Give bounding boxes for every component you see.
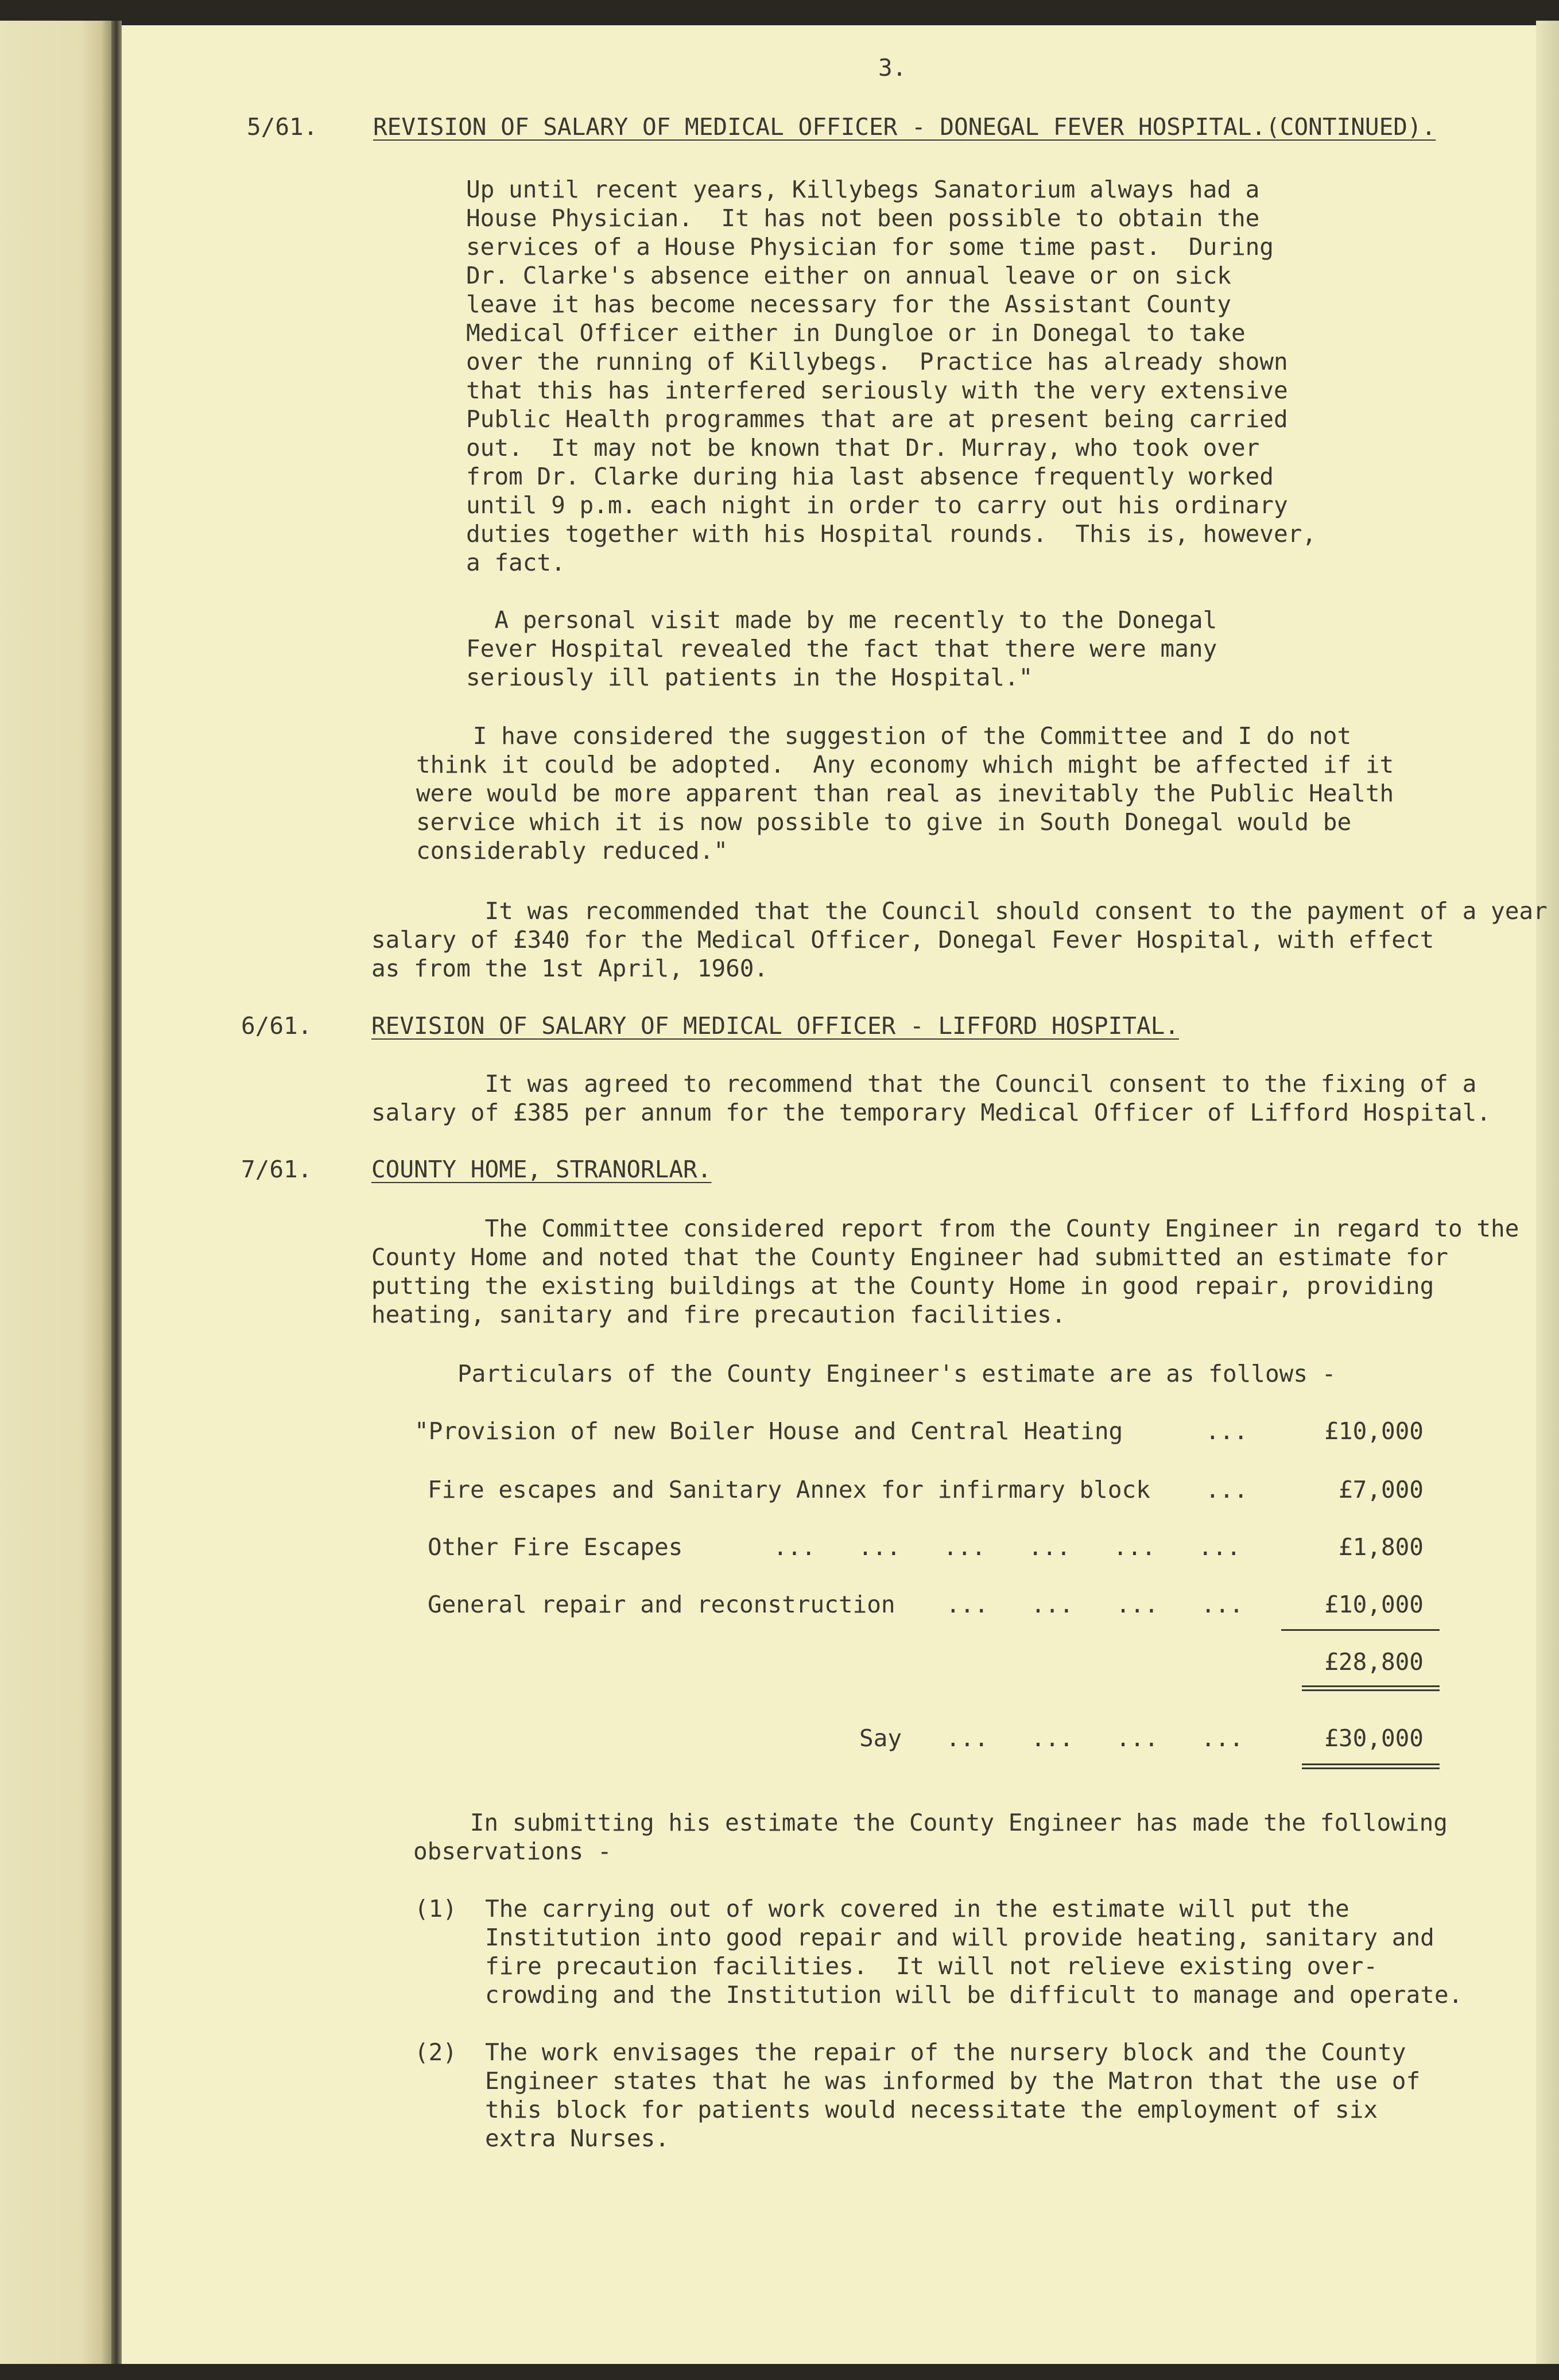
page-right-edge xyxy=(1536,21,1559,2364)
facing-page-edge xyxy=(0,21,115,2364)
estimate-item-amount: £10,000 xyxy=(1324,1591,1424,1618)
observation-number: (2) xyxy=(414,2038,457,2066)
text-line: Fever Hospital revealed the fact that there were many xyxy=(466,635,1217,662)
text-line: extra Nurses. xyxy=(485,2125,669,2152)
text-line: Public Health programmes that are at present being carried xyxy=(466,405,1288,433)
estimate-item-dots: ... xyxy=(1205,1476,1248,1503)
subtotal-double-rule xyxy=(1302,1685,1440,1691)
text-line: until 9 p.m. each night in order to carry out his ordinary xyxy=(466,491,1288,519)
subtotal-rule xyxy=(1281,1629,1440,1631)
text-line: Engineer states that he was informed by the Matron that the use of xyxy=(485,2067,1421,2095)
estimate-total: £30,000 xyxy=(1324,1724,1424,1752)
text-line: The work envisages the repair of the nursery block and the County xyxy=(485,2038,1406,2066)
text-line: that this has interfered seriously with the very extensive xyxy=(466,377,1288,404)
scan-top-border xyxy=(0,0,1559,21)
text-line: over the running of Killybegs. Practice has already shown xyxy=(466,348,1288,375)
say-dots: ... ... ... ... xyxy=(946,1724,1244,1752)
text-line: County Home and noted that the County Engineer had submitted an estimate for xyxy=(371,1243,1448,1271)
text-line: think it could be adopted. Any economy which might be affected if it xyxy=(416,751,1394,778)
text-line: services of a House Physician for some time past. During xyxy=(466,233,1274,261)
text-line: service which it is now possible to give in South Donegal would be xyxy=(416,808,1352,836)
scan-bottom-border xyxy=(0,2364,1559,2380)
text-line: were would be more apparent than real as inevitably the Public Health xyxy=(416,780,1394,807)
item-heading-5: REVISION OF SALARY OF MEDICAL OFFICER - DONEGAL FEVER HOSPITAL.(CONTINUED). xyxy=(373,113,1436,141)
text-line: Institution into good repair and will provide heating, sanitary and xyxy=(485,1924,1434,1951)
item-number-5: 5/61. xyxy=(247,113,318,141)
text-line: salary of £385 per annum for the temporary Medical Officer of Lifford Hospital. xyxy=(371,1099,1491,1126)
text-line: A personal visit made by me recently to the Donegal xyxy=(466,606,1217,634)
estimate-item-dots: ... ... ... ... xyxy=(946,1591,1244,1618)
text-line: observations - xyxy=(413,1838,612,1865)
text-line: from Dr. Clarke during hia last absence frequently worked xyxy=(466,463,1274,490)
text-line: Up until recent years, Killybegs Sanatorium always had a xyxy=(466,176,1260,203)
text-line: It was agreed to recommend that the Council consent to the fixing of a xyxy=(371,1070,1477,1098)
page-number: 3. xyxy=(878,54,907,82)
say-label: Say xyxy=(859,1724,902,1752)
item-heading-6: REVISION OF SALARY OF MEDICAL OFFICER - LIFFORD HOSPITAL. xyxy=(371,1012,1179,1040)
estimate-item-dots: ... ... ... ... ... ... xyxy=(773,1533,1241,1561)
text-line: crowding and the Institution will be difficult to manage and operate. xyxy=(485,1981,1463,2009)
estimate-item-amount: £7,000 xyxy=(1338,1476,1424,1503)
text-line: In submitting his estimate the County Engineer has made the following xyxy=(413,1809,1448,1836)
item-number-6: 6/61. xyxy=(241,1012,312,1040)
text-line: duties together with his Hospital rounds. This is, however, xyxy=(466,520,1317,548)
estimate-item-amount: £10,000 xyxy=(1324,1417,1424,1445)
item-number-7: 7/61. xyxy=(241,1156,312,1183)
text-line: The carrying out of work covered in the estimate will put the xyxy=(485,1895,1349,1922)
total-double-rule xyxy=(1302,1763,1440,1769)
text-line: seriously ill patients in the Hospital." xyxy=(466,664,1033,691)
text-line: Medical Officer either in Dungloe or in Donegal to take xyxy=(466,319,1246,347)
estimate-item-amount: £1,800 xyxy=(1338,1533,1424,1561)
estimate-intro: Particulars of the County Engineer's estimate are as follows - xyxy=(457,1360,1336,1387)
text-line: salary of £340 for the Medical Officer, Donegal Fever Hospital, with effect xyxy=(371,926,1434,953)
text-line: putting the existing buildings at the County Home in good repair, providing xyxy=(371,1272,1434,1300)
estimate-item-label: General repair and reconstruction xyxy=(428,1591,895,1618)
text-line: as from the 1st April, 1960. xyxy=(371,955,769,982)
item-heading-7: COUNTY HOME, STRANORLAR. xyxy=(371,1156,712,1183)
text-line: out. It may not be known that Dr. Murray, who took over xyxy=(466,434,1260,462)
text-line: The Committee considered report from the County Engineer in regard to the xyxy=(371,1215,1519,1242)
text-line: considerably reduced." xyxy=(416,837,728,865)
estimate-item-label: Other Fire Escapes xyxy=(428,1533,683,1561)
text-line: this block for patients would necessitate the employment of six xyxy=(485,2096,1378,2123)
estimate-item-label: "Provision of new Boiler House and Central Heating xyxy=(414,1417,1123,1445)
observation-number: (1) xyxy=(414,1895,457,1922)
book-gutter xyxy=(111,21,122,2364)
estimate-subtotal: £28,800 xyxy=(1324,1648,1424,1676)
text-line: fire precaution facilities. It will not relieve existing over- xyxy=(485,1952,1378,1980)
text-line: heating, sanitary and fire precaution facilities. xyxy=(371,1301,1066,1328)
text-line: Dr. Clarke's absence either on annual leave or on sick xyxy=(466,262,1231,289)
text-line: I have considered the suggestion of the Committee and I do not xyxy=(416,722,1352,750)
text-line: It was recommended that the Council should consent to the payment of a year xyxy=(371,897,1548,925)
text-line: a fact. xyxy=(466,549,565,576)
estimate-item-dots: ... xyxy=(1205,1417,1248,1445)
estimate-item-label: Fire escapes and Sanitary Annex for infirmary block xyxy=(428,1476,1150,1503)
text-line: leave it has become necessary for the Assistant County xyxy=(466,290,1231,318)
text-line: House Physician. It has not been possible to obtain the xyxy=(466,204,1260,232)
